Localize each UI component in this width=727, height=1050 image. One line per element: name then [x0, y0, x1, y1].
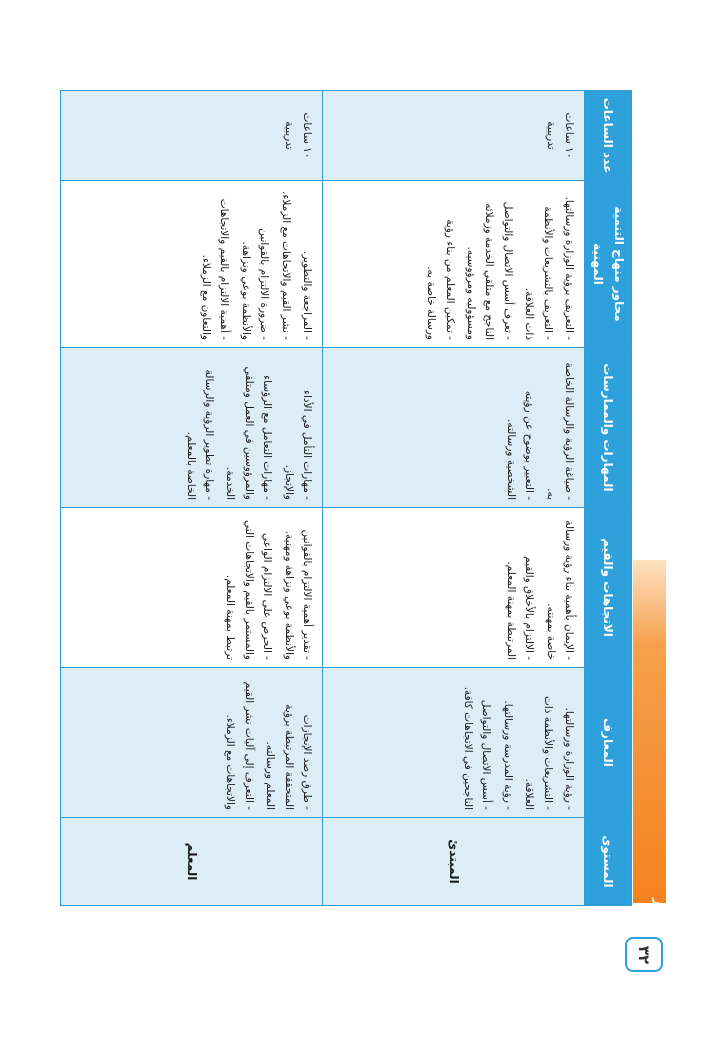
list-item: - رؤية الوزارة ورسالتها.: [563, 707, 575, 810]
table-row: [61, 91, 323, 906]
header-attitudes: الاتجاهات والقيم: [585, 508, 632, 668]
list-item: - التعريف بالتشريعات والأنظمة ذات العلاقة.: [523, 206, 554, 340]
list-item: - أسس الاتصال والتواصل الناجحين في الاتجاهات كافة.: [462, 686, 493, 810]
list-item: - نشر القيم والاتجاهات مع الزملاء.: [279, 191, 292, 340]
knowledge-cell: [323, 668, 585, 818]
level-cell: المبتدئ: [323, 818, 585, 906]
attitudes-cell: [323, 508, 585, 668]
list-item: - الالتزام بالأخلاق والقيم المرتبطة بمهنة المعلم.: [504, 556, 536, 660]
list-item: - الإيمان بأهمية بناء رؤية ورسالة خاصة بمهنته.: [544, 520, 575, 660]
list-item: - تقدير أهمية الالتزام بالقوانين والأنظمة بوعي ونزاهة ومهنية.: [282, 529, 313, 660]
list-item: - أهمية الالتزام بالقيم والاتجاهات والتعاون مع الزملاء.: [200, 198, 231, 340]
competencies-table: [60, 90, 632, 906]
hours-cell: ١٠ ساعات تدريبية: [323, 91, 585, 181]
list-item: - مهارات التأمل في الأداء والإنجاز.: [282, 390, 313, 500]
list-item: - الحرص على الالتزام الواعي والمستمر بالقيم والاتجاهات التي ترتبط بمهنة المعلم.: [224, 520, 274, 660]
program-cell: [61, 181, 323, 348]
list-item: - مهارة تطوير الرؤية والرسالة الخاصة بالمعلم.: [184, 369, 216, 500]
list-item: - طرق رصد الإنجازات المتحققة المرتبطة برؤية المعلم ورسالته.: [264, 704, 313, 810]
skills-cell: [61, 348, 323, 508]
header-program: محاور منهاج التنمية المهنية: [585, 181, 632, 348]
competencies-table-wrapper: [84, 90, 632, 905]
list-item: - التعبير بوضوح عن رؤيته الشخصية ورسالته.: [504, 390, 536, 500]
list-item: - التعريف برؤية الوزارة ورسالتها.: [563, 196, 575, 340]
page-number-box: [625, 937, 663, 972]
level-cell: المعلم: [61, 818, 323, 906]
list-item: - مهارات التعامل مع الرؤساء والمرؤوسين في العمل ومتلقي الخدمة.: [224, 366, 274, 500]
list-item: - تعرف أسس الاتصال والتواصل الناجح مع متلقي الخدمة وزملائه ومسؤوليه ومرؤوسيه.: [465, 201, 514, 340]
list-item: - التشريعات والأنظمة ذات العلاقة.: [523, 695, 554, 810]
header-skills: المهارات والممارسات: [585, 348, 632, 508]
program-cell: [323, 181, 585, 348]
page-number: ٣٢: [635, 945, 653, 964]
list-item: - التعرف إلى آليات نشر القيم والاتجاهات مع الزملاء.: [224, 681, 255, 810]
header-knowledge: المعارف: [585, 668, 632, 818]
table-header-row: [585, 91, 632, 906]
list-item: - تمكين المعلم من بناء رؤية ورسالة خاصة به.: [425, 219, 456, 340]
hours-cell: ١٠ ساعات تدريبية: [61, 91, 323, 181]
table-row: [323, 91, 585, 906]
skills-cell: [323, 348, 585, 508]
list-item: - صياغة الرؤية والرسالة الخاصة به.: [544, 362, 575, 500]
attitudes-cell: [61, 508, 323, 668]
header-hours: عدد الساعات: [585, 91, 632, 181]
page-title: الكفايات المهنية للمعيار: [651, 898, 666, 1050]
list-item: - المراجعة والتطوير.: [301, 251, 313, 340]
header-level: المستوى: [585, 818, 632, 906]
list-item: - رؤية المدرسة ورسالتها.: [501, 700, 514, 810]
knowledge-cell: [61, 668, 323, 818]
title-bar: [633, 560, 666, 903]
list-item: - ضرورة الالتزام بالقوانين والأنظمة بوعي ونزاهة.: [239, 228, 271, 340]
